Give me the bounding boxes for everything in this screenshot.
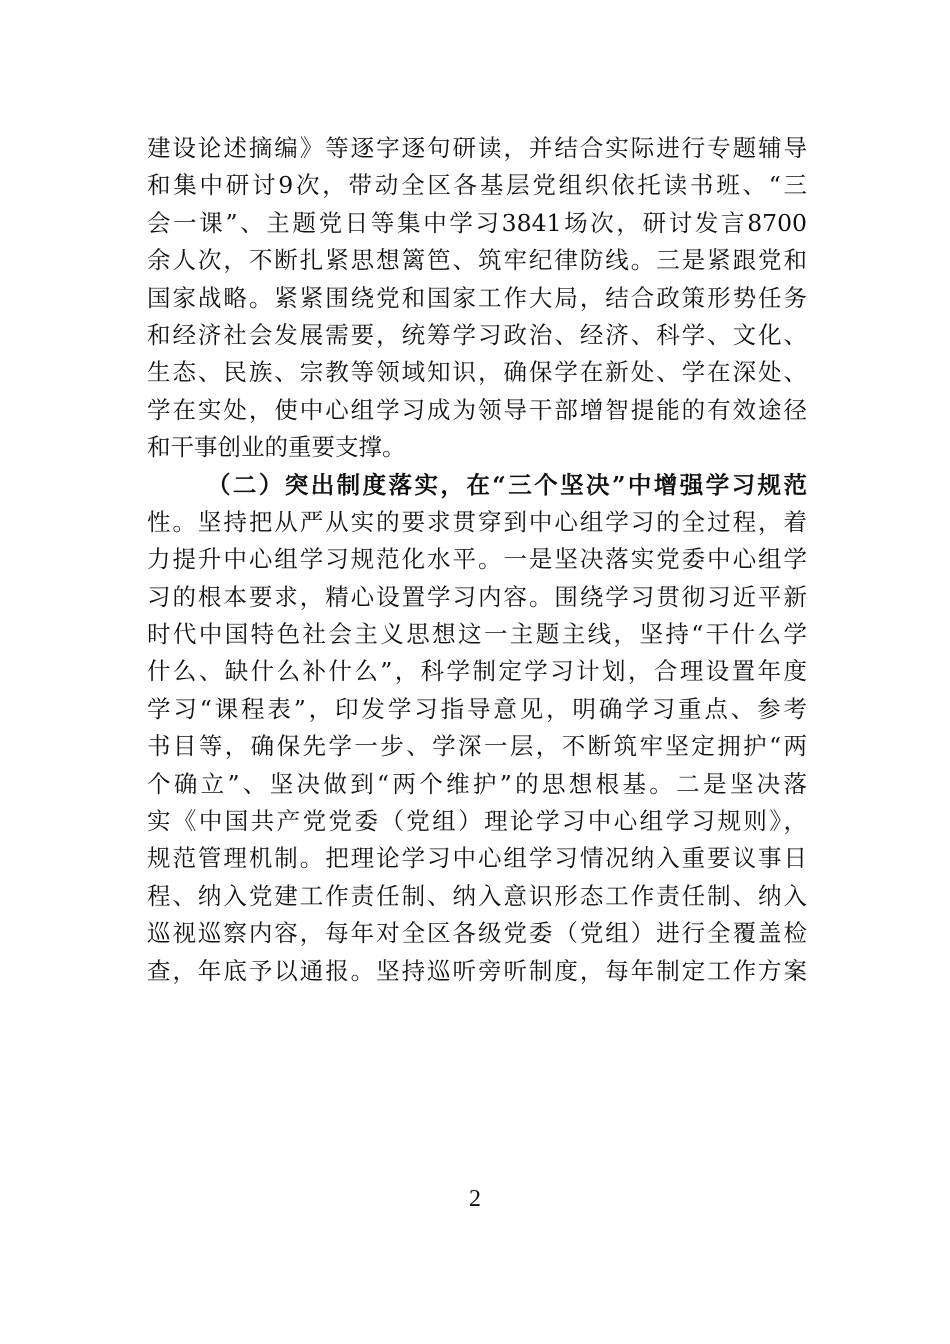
text-line: 余人次，不断扎紧思想篱笆、筑牢纪律防线。三是紧跟党和 <box>147 246 807 275</box>
text-line: 力提升中心组学习规范化水平。一是坚决落实党委中心组学 <box>147 545 807 574</box>
text-line: 学在实处，使中心组学习成为领导干部增智提能的有效途径 <box>147 395 807 424</box>
text-line: 书目等，确保先学一步、学深一层，不断筑牢坚定拥护“两 <box>147 732 807 761</box>
text-line: 学习“课程表”，印发学习指导意见，明确学习重点、参考 <box>147 694 807 723</box>
text-line: 生态、民族、宗教等领域知识，确保学在新处、学在深处、 <box>147 358 807 387</box>
text-line: 国家战略。紧紧围绕党和国家工作大局，结合政策形势任务 <box>147 283 807 312</box>
text-line: 查，年底予以通报。坚持巡听旁听制度，每年制定工作方案 <box>147 956 807 985</box>
text-line: 和集中研讨9次，带动全区各基层党组织依托读书班、“三 <box>147 171 807 200</box>
text-line: 个确立”、坚决做到“两个维护”的思想根基。二是坚决落 <box>147 769 807 798</box>
text-line: 实《中国共产党党委（党组）理论学习中心组学习规则》， <box>147 807 807 836</box>
text-line: 会一课”、主题党日等集中学习3841场次，研讨发言8700 <box>147 208 807 237</box>
text-line: 巡视巡察内容，每年对全区各级党委（党组）进行全覆盖检 <box>147 919 807 948</box>
body-text <box>147 130 807 990</box>
text-line: 什么、缺什么补什么”，科学制定学习计划，合理设置年度 <box>147 657 807 686</box>
section-heading: （二）突出制度落实，在“三个坚决”中增强学习规范 <box>207 470 807 499</box>
text-line: 程、纳入党建工作责任制、纳入意识形态工作责任制、纳入 <box>147 881 807 910</box>
text-line: 规范管理机制。把理论学习中心组学习情况纳入重要议事日 <box>147 844 807 873</box>
text-line: 性。坚持把从严从实的要求贯穿到中心组学习的全过程，着 <box>147 507 807 536</box>
page-number: 2 <box>469 1186 481 1212</box>
text-line: 建设论述摘编》等逐字逐句研读，并结合实际进行专题辅导 <box>147 134 807 162</box>
text-line: 时代中国特色社会主义思想这一主题主线，坚持“干什么学 <box>147 620 807 649</box>
text-line: 和干事创业的重要支撑。 <box>147 433 406 462</box>
text-line: 习的根本要求，精心设置学习内容。围绕学习贯彻习近平新 <box>147 582 807 611</box>
text-line: 和经济社会发展需要，统筹学习政治、经济、科学、文化、 <box>147 320 807 349</box>
